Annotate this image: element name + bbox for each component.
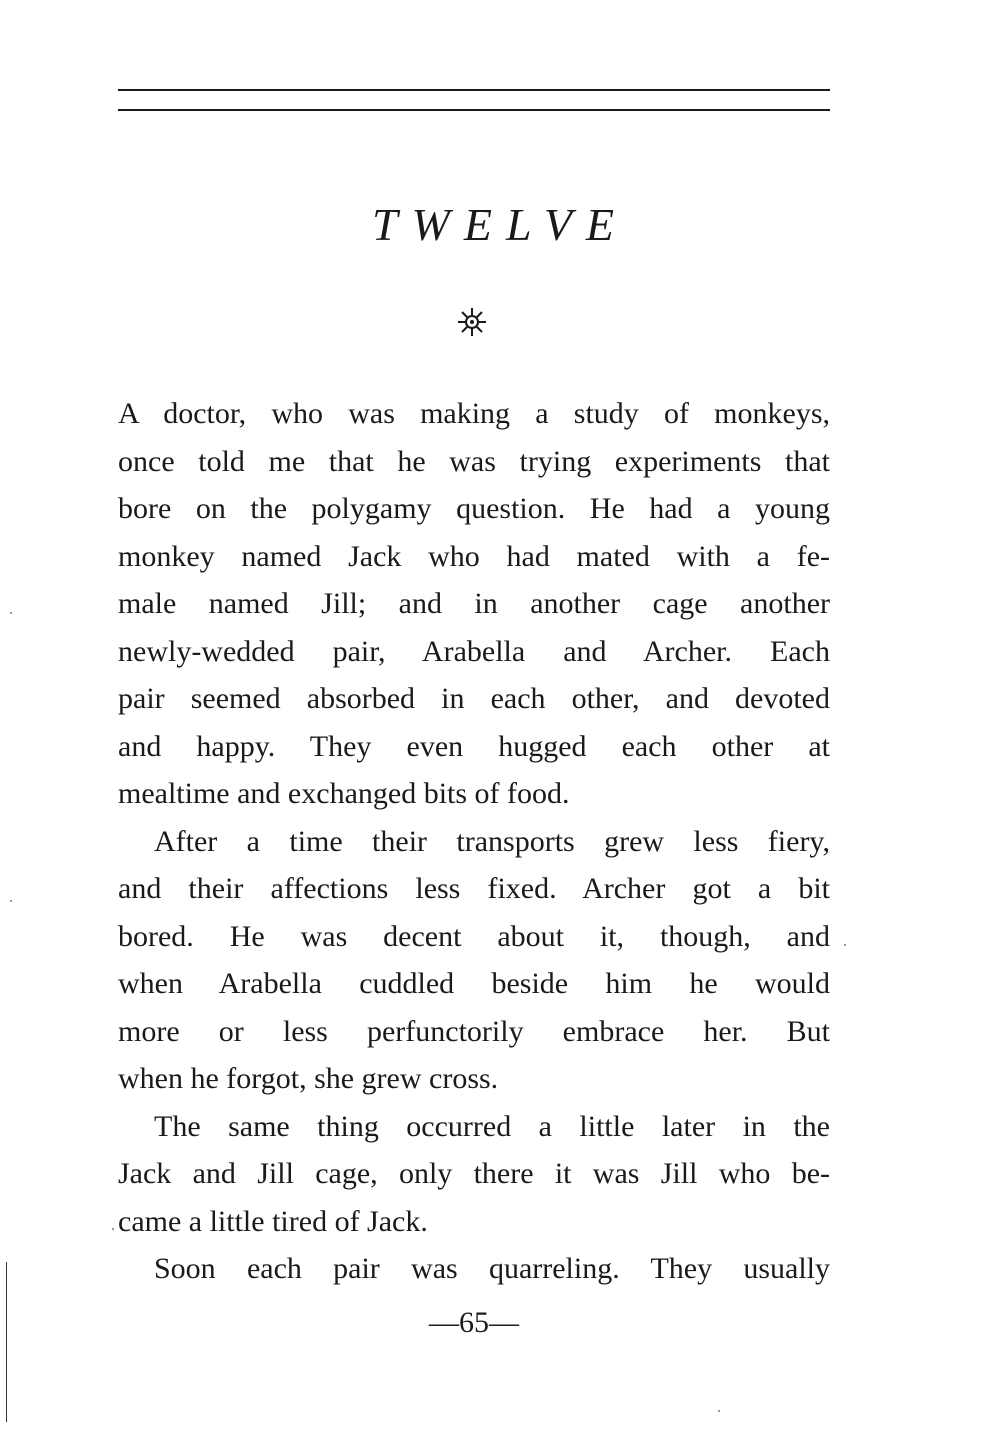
text-line: After a time their transports grew less fiery,	[154, 824, 830, 858]
speck	[10, 900, 12, 902]
text-line: and their affections less fixed. Archer got a bit	[118, 872, 830, 905]
text-line: when he forgot, she grew cross.	[118, 1062, 499, 1095]
text-line: mealtime and exchanged bits of food.	[118, 777, 570, 810]
text-line: newly-wedded pair, Arabella and Archer. Each	[118, 634, 830, 668]
paragraph-2	[118, 818, 830, 1103]
paragraph-4	[118, 1245, 830, 1293]
text-line: once told me that he was trying experiments that	[118, 444, 830, 478]
paragraph-3	[118, 1103, 830, 1246]
margin-line	[6, 1262, 7, 1422]
text-line: came a little tired of Jack.	[118, 1204, 428, 1238]
speck	[844, 944, 846, 946]
text-line: pair seemed absorbed in each other, and devoted	[118, 682, 830, 715]
speck	[10, 612, 12, 614]
text-line: more or less perfunctorily embrace her. But	[118, 1014, 830, 1048]
body-text	[118, 390, 830, 1293]
text-line: A doctor, who was making a study of monkeys,	[118, 397, 830, 430]
text-line: monkey named Jack who had mated with a fe-	[118, 539, 830, 573]
paragraph-1	[118, 390, 830, 818]
asterisk-flower-icon	[452, 302, 492, 342]
text-line: bore on the polygamy question. He had a young	[118, 492, 830, 525]
text-line: The same thing occurred a little later in the	[154, 1109, 830, 1143]
text-line: Soon each pair was quarreling. They usually	[154, 1252, 830, 1285]
speck	[718, 1410, 720, 1412]
bottom-rule	[118, 109, 830, 111]
chapter-title: TWELVE	[371, 199, 629, 250]
text-line: male named Jill; and in another cage another	[118, 587, 830, 620]
top-rule	[118, 89, 830, 91]
text-line: when Arabella cuddled beside him he would	[118, 967, 830, 1000]
speck	[112, 1228, 114, 1230]
text-line: bored. He was decent about it, though, and	[118, 919, 830, 953]
text-line: Jack and Jill cage, only there it was Jill who be-	[118, 1157, 830, 1190]
page-number: —65—	[429, 1306, 519, 1339]
text-line: and happy. They even hugged each other at	[118, 729, 830, 763]
